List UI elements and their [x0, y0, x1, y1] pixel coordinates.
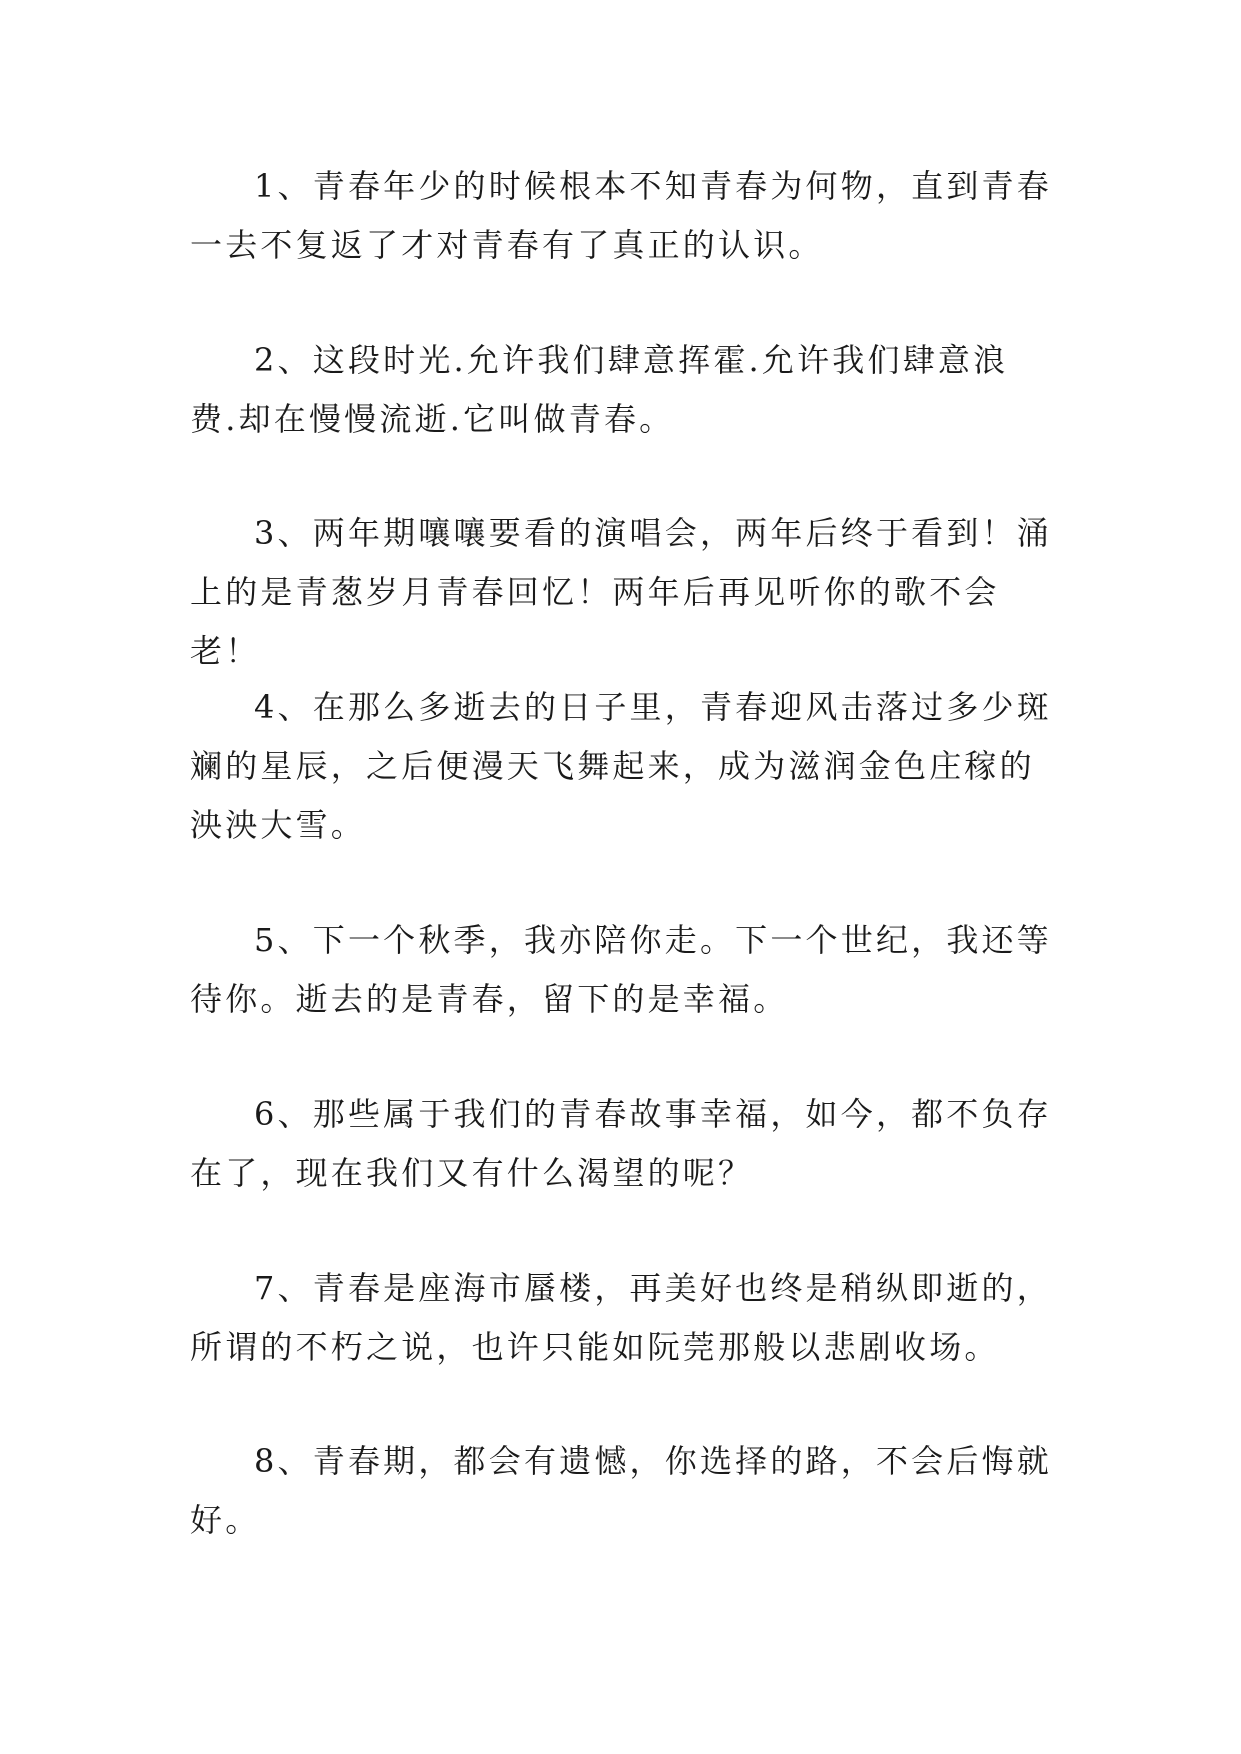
paragraph-7: 7、青春是座海市蜃楼，再美好也终是稍纵即逝的，所谓的不朽之说，也许只能如阮莞那般以悲剧收场。: [190, 1269, 1052, 1366]
paragraph-6: 6、那些属于我们的青春故事幸福，如今，都不负存在了，现在我们又有什么渴望的呢？: [190, 1095, 1052, 1192]
paragraph-1: 1、青春年少的时候根本不知青春为何物，直到青春一去不复返了才对青春有了真正的认识。: [190, 167, 1052, 264]
paragraph-5: 5、下一个秋季，我亦陪你走。下一个世纪，我还等待你。逝去的是青春，留下的是幸福。: [190, 921, 1052, 1018]
paragraph-3: 3、两年期嚷嚷要看的演唱会，两年后终于看到！涌上的是青葱岁月青春回忆！两年后再见听你的歌不会老！: [190, 514, 1052, 670]
paragraph-8: 8、青春期，都会有遗憾，你选择的路，不会后悔就好。: [190, 1442, 1052, 1539]
paragraph-4: 4、在那么多逝去的日子里，青春迎风击落过多少斑斓的星辰，之后便漫天飞舞起来，成为滋润金色庄稼的泱泱大雪。: [190, 688, 1052, 844]
paragraph-2: 2、这段时光.允许我们肆意挥霍.允许我们肆意浪费.却在慢慢流逝.它叫做青春。: [190, 341, 1009, 438]
